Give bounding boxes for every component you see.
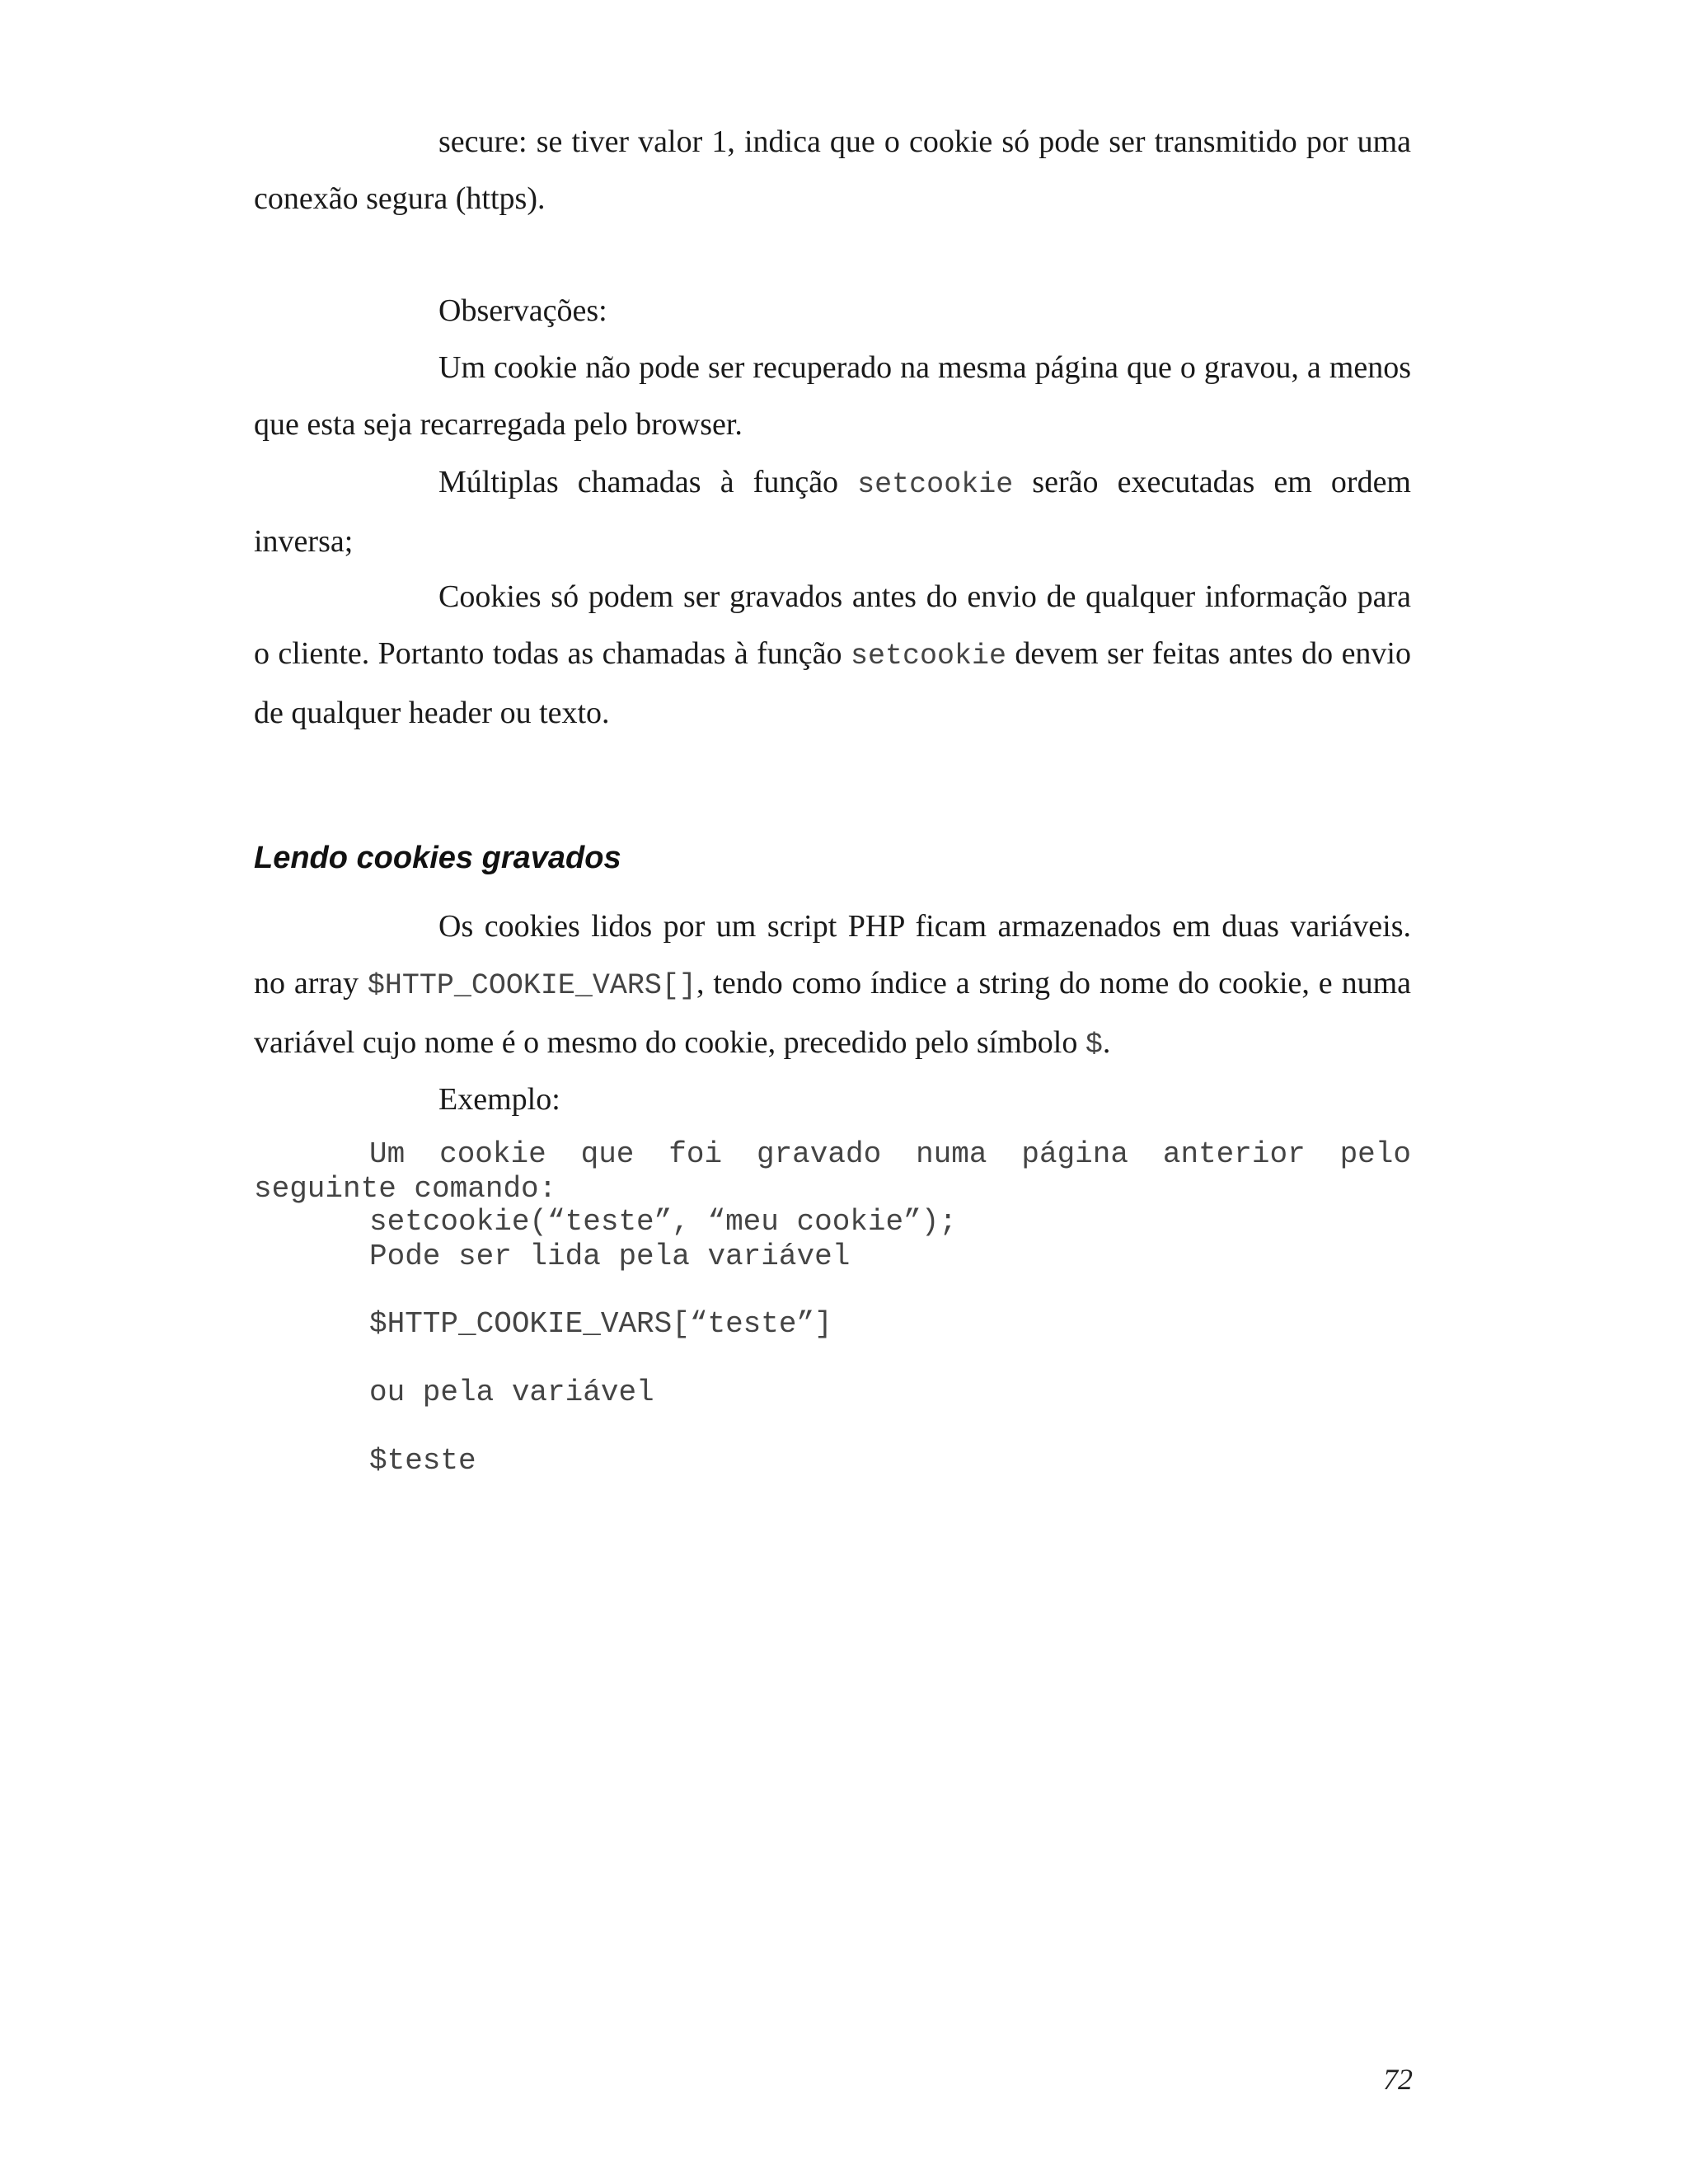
paragraph-observation-1: Um cookie não pode ser recuperado na mesma página que o gravou, a menos que esta seja recarregada pelo browser. <box>254 350 1411 442</box>
code-line-1-word: foi <box>668 1137 723 1171</box>
paragraph-reading-cookies <box>254 898 1411 1074</box>
paragraph-observation-3 <box>254 569 1411 742</box>
exemplo-label: Exemplo: <box>438 1082 560 1117</box>
code-line-1-word: pelo <box>1339 1137 1411 1171</box>
reading-text-pre: Os cookies lidos por um script PHP ficam armazenados em duas variáveis. no array <box>254 909 1411 1001</box>
document-page <box>254 0 1411 2184</box>
paragraph-secure: secure: se tiver valor 1, indica que o cookie só pode ser transmitido por uma conexão segura (https). <box>254 124 1411 216</box>
reading-code-http-cookie-vars: $HTTP_COOKIE_VARS[] <box>367 969 696 1002</box>
code-line-5: $HTTP_COOKIE_VARS[“teste”] <box>369 1307 832 1341</box>
code-example <box>254 1137 1411 1483</box>
code-line-3: setcookie(“teste”, “meu cookie”); <box>369 1205 957 1239</box>
obs3-text-pre: Cookies só podem ser gravados antes do envio de qualquer informação para o cliente. Portanto todas as chamadas à função <box>254 579 1411 671</box>
page-number: 72 <box>1383 2063 1413 2096</box>
obs2-text-post: serão executadas em ordem inversa; <box>254 465 1411 559</box>
reading-text-mid: , tendo como índice a string do nome do cookie, e numa variável cujo nome é o mesmo do cookie, precedido pelo símbolo <box>254 966 1412 1060</box>
code-line-1-word: que <box>580 1137 635 1171</box>
obs2-text-pre: Múltiplas chamadas à função <box>438 465 858 499</box>
observacoes-label: Observações: <box>438 293 607 328</box>
section-heading: Lendo cookies gravados <box>254 841 621 875</box>
code-line-1-word: gravado <box>756 1137 882 1171</box>
code-line-1-word: cookie <box>439 1137 546 1171</box>
reading-text-post: . <box>1102 1025 1111 1060</box>
code-line-2: seguinte comando: <box>254 1172 557 1206</box>
obs3-code-setcookie: setcookie <box>850 640 1006 673</box>
code-line-1-word: página <box>1021 1137 1128 1171</box>
reading-code-dollar: $ <box>1085 1029 1103 1062</box>
code-line-1-word: anterior <box>1162 1137 1306 1171</box>
obs3-text-post: devem ser feitas antes do envio de qualquer header ou texto. <box>254 636 1411 730</box>
code-line-6: ou pela variável <box>369 1376 654 1409</box>
code-line-7: $teste <box>369 1444 476 1478</box>
paragraph-observation-2 <box>254 454 1411 570</box>
code-line-1-word: Um <box>369 1137 406 1171</box>
obs2-code-setcookie: setcookie <box>857 468 1014 501</box>
code-line-1 <box>369 1137 1411 1172</box>
code-line-4: Pode ser lida pela variável <box>369 1240 851 1273</box>
code-line-1-word: numa <box>916 1137 987 1171</box>
